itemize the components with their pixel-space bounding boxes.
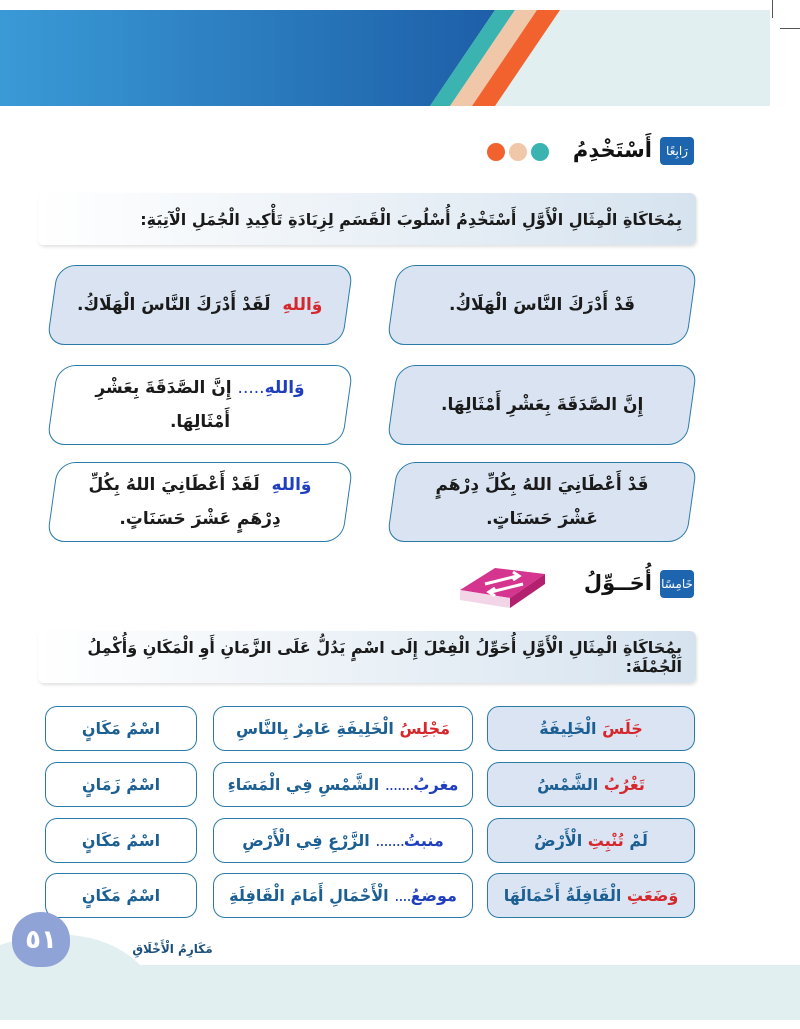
verb-cell — [487, 706, 695, 751]
oath-word: وَاللهِ — [282, 295, 323, 315]
verb-rest: الْأَرْضُ — [534, 831, 583, 850]
verb-rest: الْقَافِلَةُ أَحْمَالَهَا — [503, 886, 622, 905]
noun-rest: الزَّرْعِ فِي الْأَرْضِ — [242, 831, 370, 850]
book-title: مَكَارِمُ الْأَخْلَاقِ — [132, 942, 213, 956]
dot-icon — [531, 143, 549, 161]
sentence-text: إِنَّ الصَّدَقَةَ بِعَشْرِ أَمْثَالِهَا. — [440, 395, 644, 415]
type-cell: اسْمُ مَكَانٍ — [45, 818, 197, 863]
book-convert-icon — [455, 560, 547, 610]
verb-cell — [487, 818, 695, 863]
verb-cell — [487, 762, 695, 807]
dot-icon — [509, 143, 527, 161]
noun-rest: الْخَلِيفَةِ عَامِرٌ بِالنَّاسِ — [235, 719, 394, 738]
noun: مغربُ — [413, 775, 459, 794]
noun: منبتُ — [403, 831, 444, 850]
sentence-card — [386, 462, 697, 542]
verb-rest: الْخَلِيفَةُ — [539, 719, 597, 738]
answer-text: وَاللهِ..... إِنَّ الصَّدَقَةَ بِعَشْرِ أَمْثَالِهَا. — [95, 378, 305, 432]
noun: مَجْلِسُ — [399, 719, 451, 738]
page-number: ٥١ — [12, 912, 70, 967]
oath-word: وَاللهِ — [264, 378, 305, 398]
answer-rest: لَقَدْ أَعْطَانِيَ اللهُ بِكُلِّ دِرْهَمٍ عَشْرَ حَسَنَاتٍ. — [88, 475, 281, 529]
noun-cell[interactable]: مغربُ ....... الشَّمْسِ فِي الْمَسَاءِ — [213, 762, 473, 807]
answer-card[interactable] — [46, 365, 353, 445]
section-title: أُحَــوِّلُ — [583, 571, 652, 595]
type-cell: اسْمُ زَمَانٍ — [45, 762, 197, 807]
crop-mark — [772, 0, 773, 18]
noun-rest: الْأَحْمَالِ أَمَامَ الْقَافِلَةِ — [229, 886, 389, 905]
verb: تَغْرُبُ — [603, 775, 645, 794]
verb-cell — [487, 873, 695, 918]
type-cell: اسْمُ مَكَانٍ — [45, 873, 197, 918]
noun-cell[interactable]: موضعُ .... الْأَحْمَالِ أَمَامَ الْقَافِلَةِ — [213, 873, 473, 918]
footer-band — [0, 965, 800, 1020]
verb: وَضَعَتِ — [626, 886, 679, 905]
section-title: أَسْتَخْدِمُ — [572, 138, 652, 162]
answer-card[interactable] — [46, 462, 353, 542]
sentence-text: قَدْ أَعْطَانِيَ اللهُ بِكُلِّ دِرْهَمٍ عَشْرَ حَسَنَاتٍ. — [435, 475, 649, 529]
answer-rest: إِنَّ الصَّدَقَةَ بِعَشْرِ أَمْثَالِهَا. — [95, 378, 232, 432]
answer-rest: لَقَدْ أَدْرَكَ النَّاسَ الْهَلَاكُ. — [77, 295, 271, 315]
sentence-card — [386, 365, 697, 445]
verb-prefix: لَمْ — [629, 831, 648, 850]
section-badge: خَامِسًا — [660, 570, 694, 598]
verb: تُنْبِتِ — [587, 831, 624, 850]
crop-mark — [780, 28, 800, 29]
answer-text — [53, 468, 347, 536]
instruction: بِمُحَاكَاةِ الْمِثَالِ الْأَوَّلِ أُحَوِّلُ الْفِعْلَ إِلَى اسْمٍ يَدُلُّ عَلَى الزَّمَانِ أَوِ الْمَكَانِ وَأُكْمِلُ الْجُمْلَةَ: — [38, 631, 696, 683]
answer-card[interactable] — [46, 265, 353, 345]
sentence-card — [386, 265, 697, 345]
answer-text — [57, 288, 342, 322]
noun-rest: الشَّمْسِ فِي الْمَسَاءِ — [227, 775, 380, 794]
instruction: بِمُحَاكَاةِ الْمِثَالِ الْأَوَّلِ أَسْتَخْدِمُ أُسْلُوبَ الْقَسَمِ لِزِيَادَةِ تَأْكِيدِ الْجُمَلِ الْآتِيَةِ: — [38, 193, 696, 245]
dot-icon — [487, 143, 505, 161]
type-cell: اسْمُ مَكَانٍ — [45, 706, 197, 751]
oath-word: وَاللهِ — [271, 475, 312, 495]
header-banner — [0, 10, 770, 106]
noun-cell[interactable]: منبتُ ....... الزَّرْعِ فِي الْأَرْضِ — [213, 818, 473, 863]
verb-rest: الشَّمْسُ — [537, 775, 599, 794]
sentence-text: قَدْ أَدْرَكَ النَّاسَ الْهَلَاكُ. — [449, 295, 635, 315]
banner-stripes — [0, 10, 770, 106]
section-badge: رَابِعًا — [660, 137, 694, 165]
noun: موضعُ — [410, 886, 457, 905]
verb: جَلَسَ — [602, 719, 643, 738]
footer-wave — [0, 925, 800, 970]
noun-cell[interactable] — [213, 706, 473, 751]
